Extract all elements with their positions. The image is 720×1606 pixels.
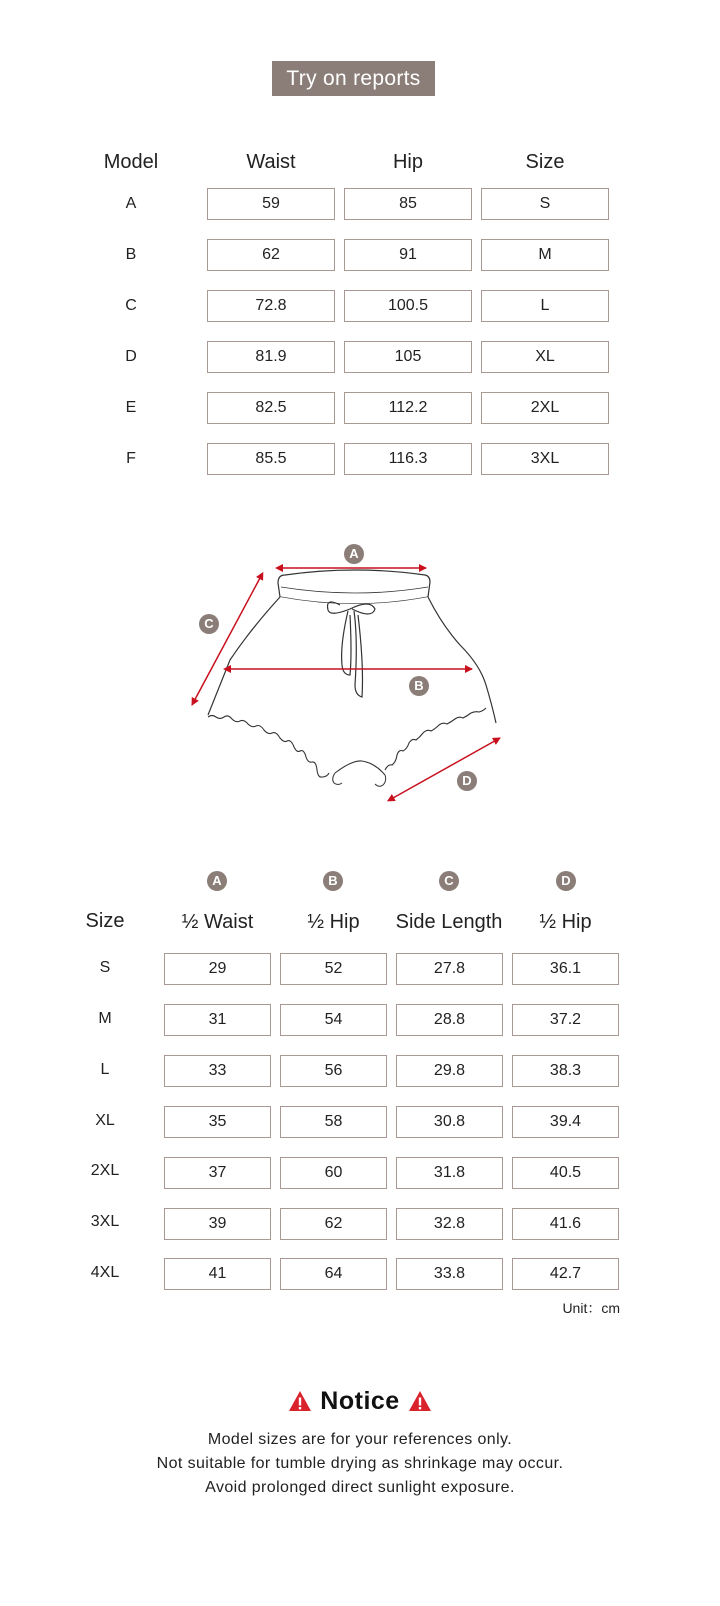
half-waist-cell: 41 [164,1258,271,1290]
half-hip-cell: 64 [280,1258,387,1290]
size-label: S [99,959,111,976]
size-cell: M [481,239,609,271]
model-label: E [125,399,137,416]
half-waist-cell: 39 [164,1208,271,1240]
model-label: F [126,450,136,467]
hip-cell: 116.3 [344,443,472,475]
model-label: A [125,195,137,212]
waist-cell: 72.8 [207,290,335,322]
hip-cell: 105 [344,341,472,373]
model-label: B [125,246,137,263]
header-hip: Hip [392,151,423,173]
half-hip-d-cell: 38.3 [512,1055,619,1087]
badge-b: B [409,676,429,696]
half-hip-d-cell: 36.1 [512,953,619,985]
waist-cell: 85.5 [207,443,335,475]
half-waist-cell: 29 [164,953,271,985]
badge-c: C [199,614,219,634]
half-hip-d-cell: 40.5 [512,1157,619,1189]
size-cell: XL [481,341,609,373]
header-badge-a: A [207,871,227,891]
header-side-length: Side Length [395,911,503,933]
hip-cell: 100.5 [344,290,472,322]
header-badge-b: B [323,871,343,891]
side-length-cell: 28.8 [396,1004,503,1036]
side-length-cell: 30.8 [396,1106,503,1138]
half-hip-cell: 52 [280,953,387,985]
half-hip-d-cell: 37.2 [512,1004,619,1036]
size-label: 4XL [90,1264,120,1281]
header-size: Size [525,151,565,173]
header-size-col: Size [85,910,125,932]
size-label: M [98,1010,112,1027]
header-badge-d: D [556,871,576,891]
size-label: 2XL [90,1162,120,1179]
side-length-cell: 29.8 [396,1055,503,1087]
header-model: Model [103,151,159,173]
side-length-cell: 32.8 [396,1208,503,1240]
notice-line: Not suitable for tumble drying as shrinkage may occur. [156,1455,564,1472]
half-waist-cell: 33 [164,1055,271,1087]
header-half-waist: ½ Waist [181,911,254,933]
half-waist-cell: 37 [164,1157,271,1189]
side-length-cell: 33.8 [396,1258,503,1290]
side-length-cell: 27.8 [396,953,503,985]
shorts-body-outline [208,597,496,773]
badge-a: A [344,544,364,564]
waist-cell: 82.5 [207,392,335,424]
half-hip-d-cell: 42.7 [512,1258,619,1290]
half-waist-cell: 35 [164,1106,271,1138]
model-label: D [125,348,137,365]
notice-heading [0,1384,720,1418]
size-label: XL [95,1112,115,1129]
size-cell: 3XL [481,443,609,475]
half-hip-cell: 62 [280,1208,387,1240]
waistband-outline [278,570,430,604]
size-cell: 2XL [481,392,609,424]
model-label: C [125,297,137,314]
half-hip-cell: 54 [280,1004,387,1036]
header-badge-c: C [439,871,459,891]
hip-cell: 91 [344,239,472,271]
waist-cell: 81.9 [207,341,335,373]
half-hip-cell: 56 [280,1055,387,1087]
warning-icon [408,1390,432,1412]
size-cell: S [481,188,609,220]
header-half-hip-d: ½ Hip [539,911,592,933]
header-waist: Waist [246,151,296,173]
shorts-illustration [180,535,540,810]
try-on-reports-title: Try on reports [272,61,435,96]
shorts-measurement-diagram [180,535,540,810]
notice-line: Avoid prolonged direct sunlight exposure. [205,1479,515,1496]
unit-label: Unit：cm [562,1300,620,1316]
waist-cell: 59 [207,188,335,220]
badge-d: D [457,771,477,791]
header-half-hip: ½ Hip [307,911,360,933]
side-length-cell: 31.8 [396,1157,503,1189]
hip-cell: 112.2 [344,392,472,424]
half-hip-cell: 60 [280,1157,387,1189]
size-cell: L [481,290,609,322]
waist-cell: 62 [207,239,335,271]
half-hip-d-cell: 39.4 [512,1106,619,1138]
notice-title: Notice [320,1386,400,1415]
half-hip-cell: 58 [280,1106,387,1138]
size-label: 3XL [90,1213,120,1230]
warning-icon [288,1390,312,1412]
hip-cell: 85 [344,188,472,220]
notice-line: Model sizes are for your references only. [207,1431,513,1448]
half-waist-cell: 31 [164,1004,271,1036]
size-label: L [100,1061,110,1078]
half-hip-d-cell: 41.6 [512,1208,619,1240]
